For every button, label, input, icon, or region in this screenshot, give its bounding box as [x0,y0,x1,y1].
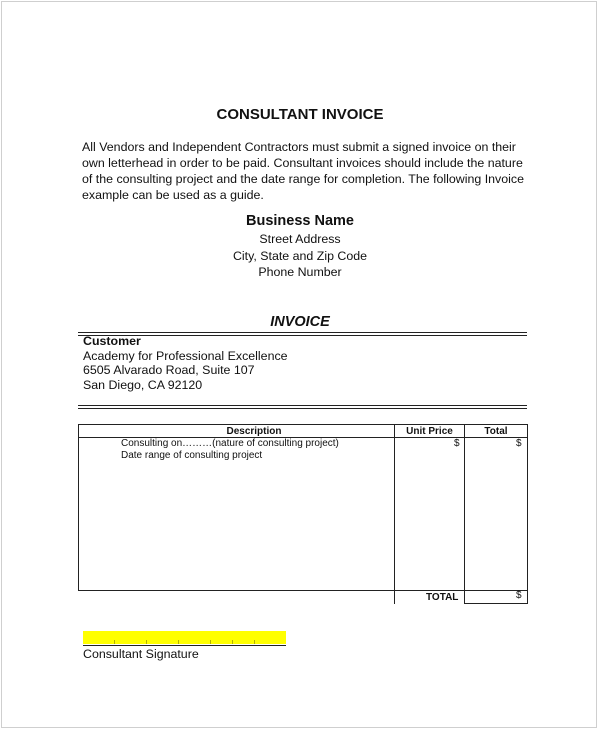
signature-grid-tick [146,640,147,644]
customer-label: Customer [83,334,141,348]
total-cell-right [527,590,528,604]
document-title: CONSULTANT INVOICE [216,106,384,123]
column-divider-total [464,424,465,604]
business-phone: Phone Number [258,265,342,279]
intro-paragraph [82,139,528,203]
table-bottom-line [114,590,528,591]
invoice-heading: INVOICE [270,314,330,330]
signature-grid-tick [178,640,179,644]
customer-address-line1: 6505 Alvarado Road, Suite 107 [83,363,255,377]
row-unit-price: $ [454,438,460,449]
signature-line [83,645,286,646]
intro-line: of the consulting project and the date range for completion. The following Invoice [82,172,524,186]
business-street: Street Address [259,232,341,246]
header-unit-price: Unit Price [406,426,453,437]
row-description: Consulting on………(nature of consulting project) [121,438,339,449]
customer-address-line2: San Diego, CA 92120 [83,377,203,392]
column-divider-price [394,424,395,604]
signature-grid-tick [210,640,211,644]
divider-bottom [78,405,527,406]
row-description: Date range of consulting project [121,450,263,461]
divider-bottom-double [78,408,527,409]
customer-name: Academy for Professional Excellence [83,348,288,363]
header-description: Description [226,426,282,437]
intro-line: All Vendors and Independent Contractors must submit a signed invoice on their [82,140,516,154]
business-city: City, State and Zip Code [232,248,368,263]
business-name: Business Name [246,213,354,229]
divider-top [78,332,527,333]
signature-grid-tick [114,640,115,644]
total-value: $ [516,590,522,601]
signature-label: Consultant Signature [83,647,199,661]
intro-line: example can be used as a guide. [82,188,264,202]
total-cell-bottom [464,603,528,604]
row-total: $ [516,438,522,449]
signature-grid-tick [254,640,255,644]
total-label: TOTAL [426,592,459,603]
business-block [0,212,600,281]
customer-block [83,334,288,392]
header-total: Total [484,426,508,437]
intro-line: own letterhead in order to be paid. Consultant invoices should include the nature [82,156,523,170]
signature-grid-tick [232,640,233,644]
